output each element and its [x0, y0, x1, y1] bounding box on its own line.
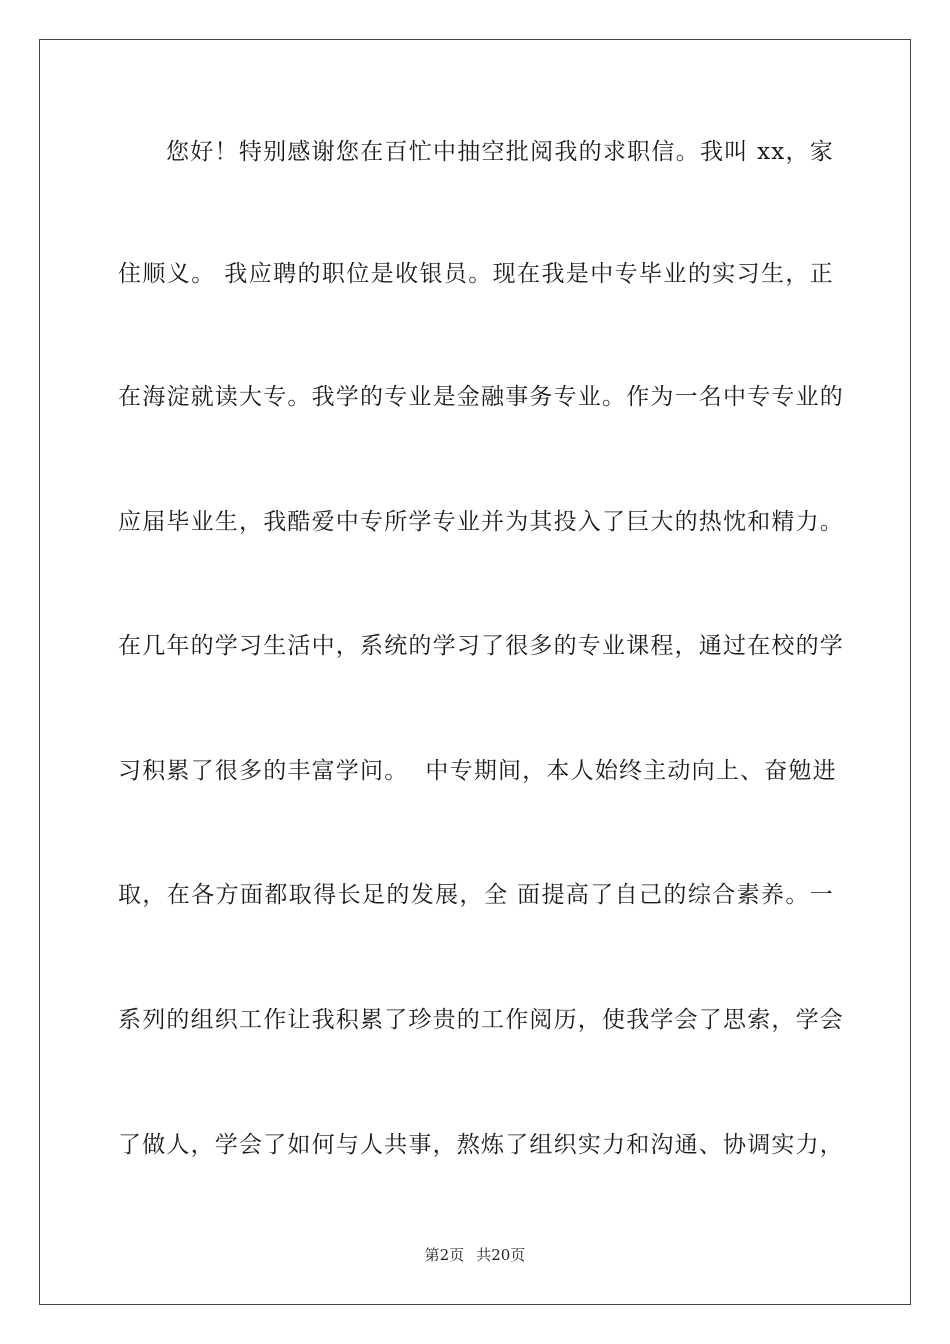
paragraph-line-3: 在海淀就读大专。我学的专业是金融事务专业。作为一名中专专业的	[118, 384, 844, 410]
page-number: 第2页	[424, 1246, 465, 1264]
paragraph-line-1: 您好！特别感谢您在百忙中抽空批阅我的求职信。我叫 xx，家	[166, 139, 834, 165]
paragraph-line-8: 系列的组织工作让我积累了珍贵的工作阅历，使我学会了思索，学会	[118, 1007, 844, 1033]
paragraph-line-4: 应届毕业生，我酷爱中专所学专业并为其投入了巨大的热忱和精力。	[118, 509, 844, 535]
page-footer	[0, 1245, 950, 1265]
paragraph-line-5: 在几年的学习生活中，系统的学习了很多的专业课程，通过在校的学	[118, 633, 844, 659]
paragraph-line-7: 取，在各方面都取得长足的发展，全 面提高了自己的综合素养。一	[118, 882, 834, 908]
paragraph-line-6: 习积累了很多的丰富学问。 中专期间，本人始终主动向上、奋勉进	[118, 758, 837, 784]
page-border	[39, 39, 911, 1305]
total-pages: 共20页	[476, 1246, 526, 1264]
paragraph-line-9: 了做人，学会了如何与人共事，熬炼了组织实力和沟通、协调实力，	[118, 1132, 844, 1158]
paragraph-line-2: 住顺义。 我应聘的职位是收银员。现在我是中专毕业的实习生，正	[118, 261, 834, 287]
